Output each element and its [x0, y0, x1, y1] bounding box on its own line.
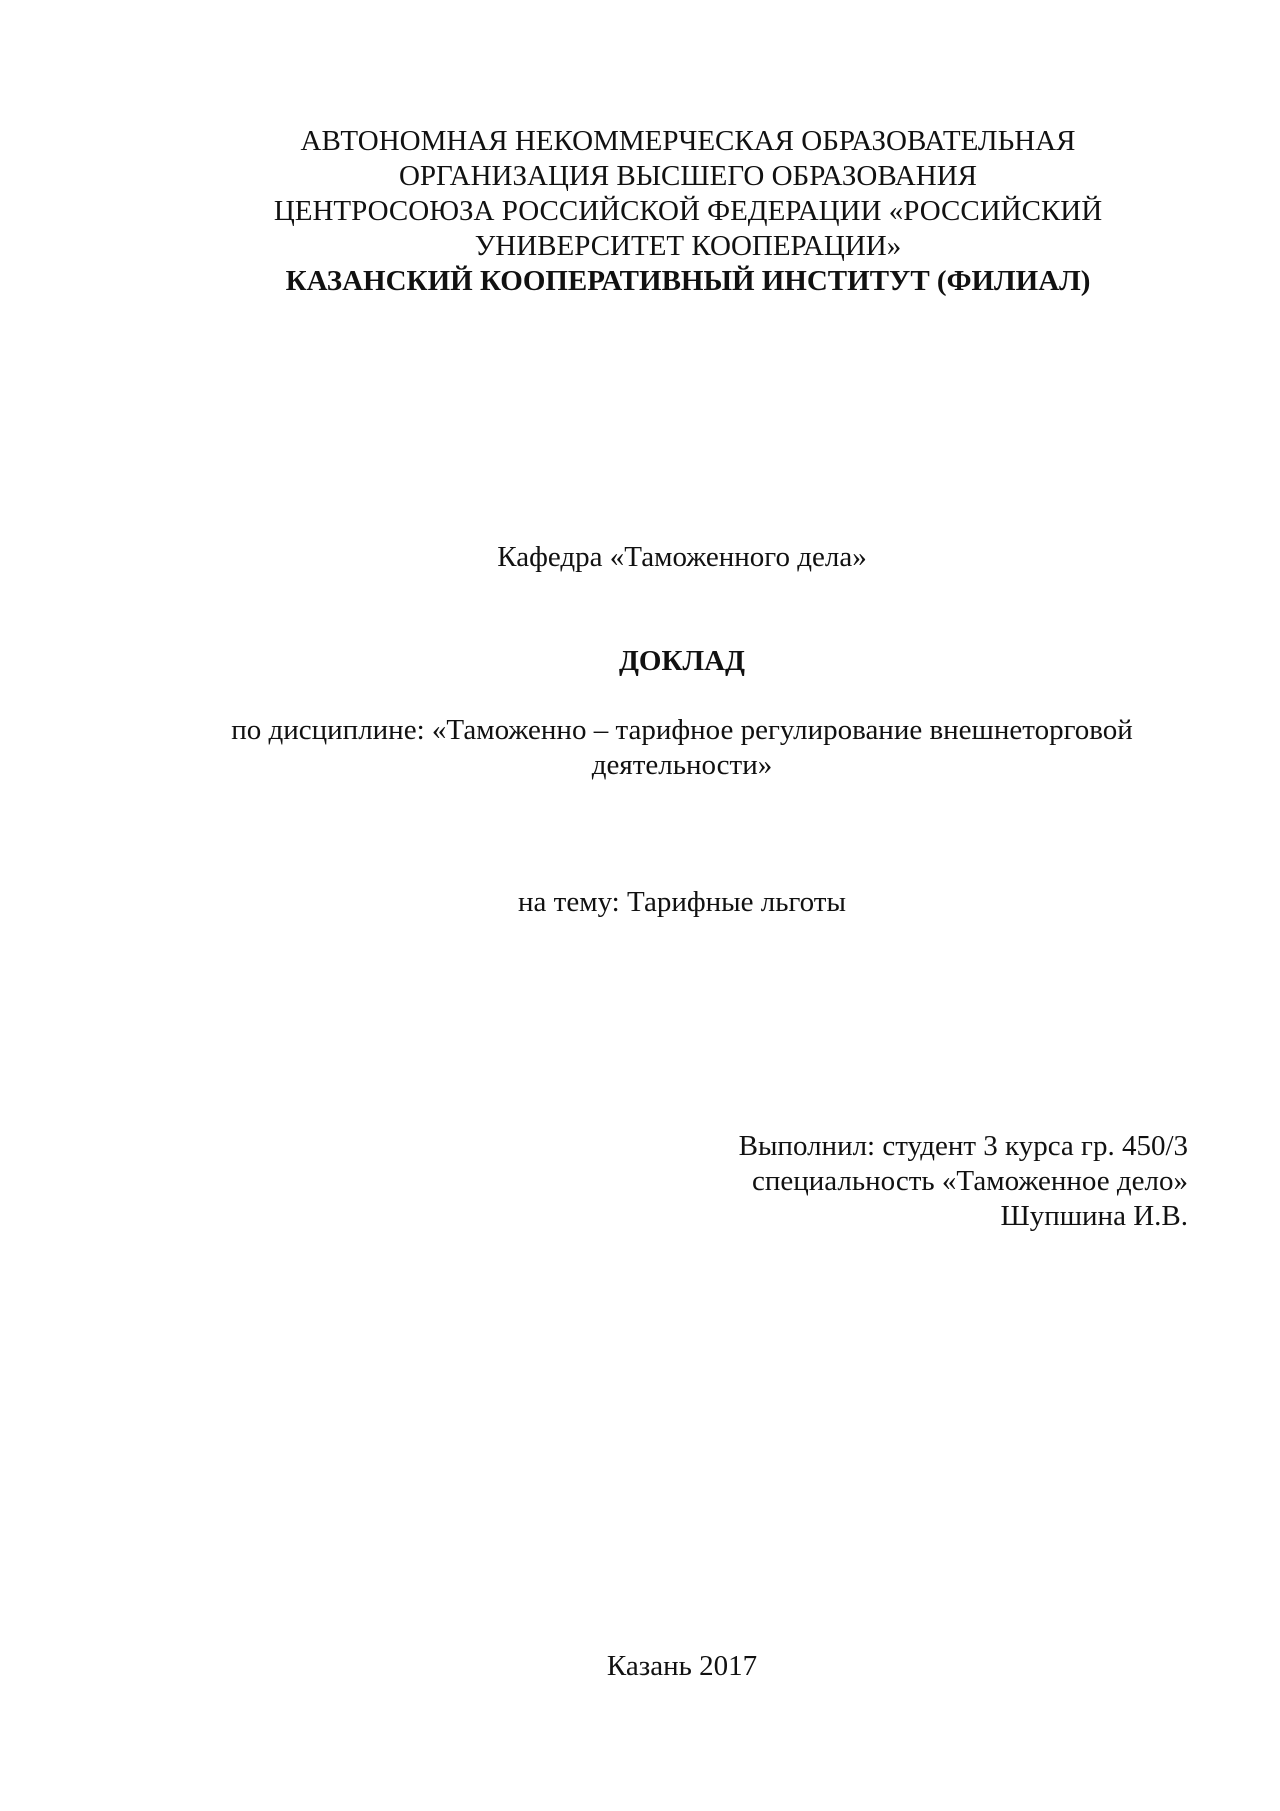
header-line-1: АВТОНОМНАЯ НЕКОММЕРЧЕСКАЯ ОБРАЗОВАТЕЛЬНАЯ [300, 125, 1076, 157]
author-name: Шупшина И.В. [1000, 1200, 1188, 1232]
document-title: ДОКЛАД [618, 645, 746, 677]
discipline-text [42, 713, 1280, 783]
city-year: Казань 2017 [606, 1650, 758, 1682]
department-name: Кафедра «Таможенного дела» [497, 541, 867, 573]
institute-name: КАЗАНСКИЙ КООПЕРАТИВНЫЙ ИНСТИТУТ (ФИЛИАЛ) [285, 265, 1091, 297]
header-line-4: УНИВЕРСИТЕТ КООПЕРАЦИИ» [474, 230, 902, 262]
header-line-3: ЦЕНТРОСОЮЗА РОССИЙСКОЙ ФЕДЕРАЦИИ «РОССИЙСКИЙ [273, 195, 1103, 227]
discipline-line-1: по дисциплине: «Таможенно – тарифное регулирование внешнеторговой [231, 714, 1133, 746]
topic-text: на тему: Тарифные льготы [518, 886, 846, 918]
organization-header [48, 124, 1280, 299]
author-line-1: Выполнил: студент 3 курса гр. 450/3 [738, 1130, 1188, 1162]
author-line-2: специальность «Таможенное дело» [751, 1165, 1188, 1197]
author-block [739, 1129, 1188, 1234]
header-line-2: ОРГАНИЗАЦИЯ ВЫСШЕГО ОБРАЗОВАНИЯ [398, 160, 978, 192]
discipline-line-2: деятельности» [591, 749, 773, 781]
